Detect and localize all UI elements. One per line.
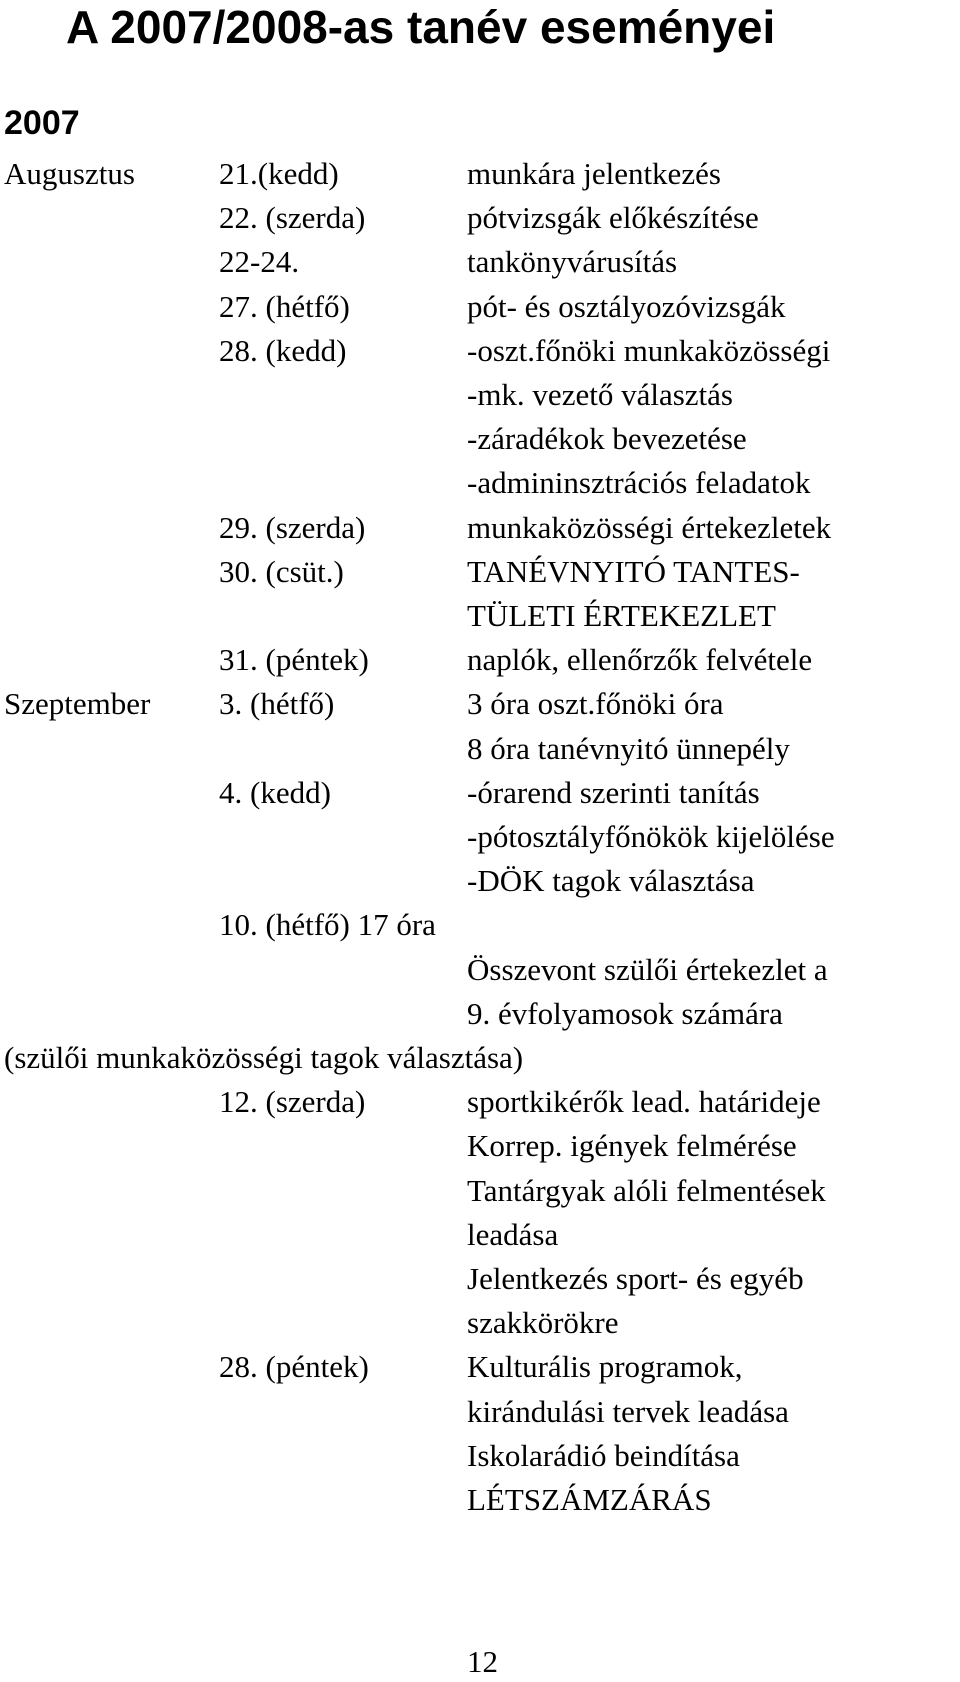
event-cell: Korrep. igények felmérése xyxy=(467,1128,797,1163)
event-cell: -oszt.főnöki munkaközösségi xyxy=(467,333,831,368)
event-cell: TANÉVNYITÓ TANTES- xyxy=(467,554,800,589)
event-cell: 8 óra tanévnyitó ünnepély xyxy=(467,731,790,766)
event-cell: -záradékok bevezetése xyxy=(467,421,747,456)
event-cell: leadása xyxy=(467,1217,559,1252)
date-cell: 30. (csüt.) xyxy=(219,554,344,589)
page-number: 12 xyxy=(467,1644,498,1679)
date-cell: 21.(kedd) xyxy=(219,156,339,191)
event-cell: pót- és osztályozóvizsgák xyxy=(467,289,786,324)
date-cell: 29. (szerda) xyxy=(219,510,366,545)
event-cell: munkára jelentkezés xyxy=(467,156,721,191)
month-cell: (szülői munkaközösségi tagok választása) xyxy=(4,1040,524,1075)
event-cell: Összevont szülői értekezlet a xyxy=(467,952,828,987)
event-cell: naplók, ellenőrzők felvétele xyxy=(467,642,813,677)
page-title: A 2007/2008-as tanév eseményei xyxy=(66,1,776,53)
date-cell: 22. (szerda) xyxy=(219,200,366,235)
event-cell: munkaközösségi értekezletek xyxy=(467,510,832,545)
date-cell: 4. (kedd) xyxy=(219,775,331,810)
date-cell: 31. (péntek) xyxy=(219,642,369,677)
date-cell: 10. (hétfő) 17 óra xyxy=(219,907,436,942)
event-cell: Tantárgyak alóli felmentések xyxy=(467,1173,826,1208)
event-cell: -pótosztályfőnökök kijelölése xyxy=(467,819,835,854)
date-cell: 22-24. xyxy=(219,244,300,279)
event-cell: kirándulási tervek leadása xyxy=(467,1394,789,1429)
event-cell: -admininsztrációs feladatok xyxy=(467,465,811,500)
event-cell: tankönyvárusítás xyxy=(467,244,678,279)
event-cell: 9. évfolyamosok számára xyxy=(467,996,783,1031)
date-cell: 27. (hétfő) xyxy=(219,289,350,324)
event-cell: Kulturális programok, xyxy=(467,1349,743,1384)
event-cell: -DÖK tagok választása xyxy=(467,863,755,898)
date-cell: 28. (péntek) xyxy=(219,1349,369,1384)
month-cell: Szeptember xyxy=(4,686,151,721)
date-cell: 28. (kedd) xyxy=(219,333,347,368)
event-cell: sportkikérők lead. határideje xyxy=(467,1084,821,1119)
year-heading: 2007 xyxy=(4,104,80,142)
event-cell: Iskolarádió beindítása xyxy=(467,1438,740,1473)
date-cell: 3. (hétfő) xyxy=(219,686,335,721)
event-cell: -mk. vezető választás xyxy=(467,377,733,412)
event-cell: szakkörökre xyxy=(467,1305,619,1340)
event-cell: -órarend szerinti tanítás xyxy=(467,775,760,810)
event-cell: LÉTSZÁMZÁRÁS xyxy=(467,1482,712,1517)
event-cell: Jelentkezés sport- és egyéb xyxy=(467,1261,804,1296)
event-cell: 3 óra oszt.főnöki óra xyxy=(467,686,724,721)
event-cell: TÜLETI ÉRTEKEZLET xyxy=(467,598,776,633)
event-cell: pótvizsgák előkészítése xyxy=(467,200,759,235)
month-cell: Augusztus xyxy=(4,156,135,191)
date-cell: 12. (szerda) xyxy=(219,1084,366,1119)
